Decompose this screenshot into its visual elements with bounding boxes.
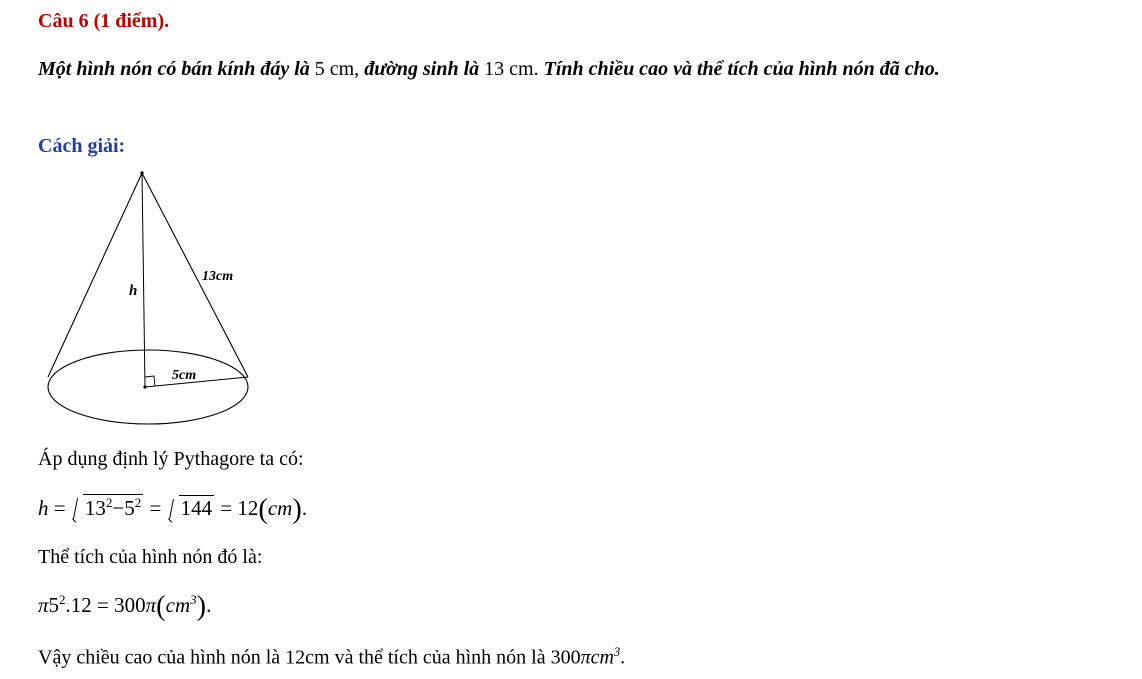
math-300: 300 (114, 593, 146, 617)
math-sqrt-1 (72, 494, 143, 521)
math-exp-2b: 2 (134, 495, 142, 510)
figure-label-radius: 5cm (172, 368, 197, 383)
question-text-part-2: đường sinh là (364, 58, 480, 80)
figure-label-slant: 13cm (202, 269, 234, 284)
math-144: 144 (180, 496, 213, 520)
paragraph-conclusion (38, 645, 625, 670)
math-paren-open-1: ( (258, 494, 268, 526)
question-text-part-3: Tính chiều cao và thể tích của hình nón đã cho. (543, 58, 940, 80)
figure-label-height: h (129, 283, 138, 299)
math-minus: − (112, 496, 125, 520)
conclusion-unit-cm: cm (590, 646, 614, 669)
math-dot-12: .12 (65, 593, 92, 617)
math-pi-1: π (38, 593, 49, 617)
cone-diagram-svg (30, 165, 310, 430)
math-period-2: . (206, 593, 212, 617)
conclusion-exp-3: 3 (613, 645, 621, 659)
question-value-radius: 5 cm, (314, 58, 360, 80)
math-equals-3: = (220, 496, 233, 520)
conclusion-value-300: 300 (550, 646, 581, 669)
question-body (38, 50, 1118, 88)
math-exp-3: 3 (190, 592, 197, 607)
math-paren-close-2: ) (196, 591, 207, 623)
math-paren-close-1: ) (292, 494, 302, 526)
cone-figure (30, 165, 310, 430)
math-h-symbol: h (38, 496, 49, 520)
conclusion-pi: π (580, 646, 591, 669)
math-unit-cm-2: cm (165, 593, 191, 617)
math-unit-cm-1: cm (267, 496, 293, 520)
solution-heading: Cách giải: (38, 135, 126, 157)
math-pi-2: π (145, 593, 157, 617)
math-equals-1: = (53, 496, 66, 520)
math-result-12: 12 (237, 496, 259, 520)
math-5: 5 (124, 496, 135, 520)
conclusion-text: Vậy chiều cao của hình nón là 12cm và thể tích của hình nón là (38, 646, 546, 669)
math-line-height (38, 494, 308, 526)
question-title: Câu 6 (1 điểm). (38, 10, 170, 32)
math-r-5: 5 (48, 593, 60, 617)
math-exp-2c: 2 (59, 592, 66, 607)
question-text-part-1: Một hình nón có bán kính đáy là (38, 58, 310, 80)
math-period-1: . (301, 496, 308, 520)
paragraph-the-tich: Thể tích của hình nón đó là: (38, 546, 263, 568)
math-paren-open-2: ( (156, 591, 166, 623)
question-value-slant: 13 cm. (484, 58, 539, 80)
math-equals-4: = (97, 593, 109, 617)
math-equals-2: = (149, 496, 162, 520)
math-exp-2a: 2 (105, 495, 113, 510)
math-line-volume (38, 591, 212, 623)
math-sqrt-2 (168, 495, 215, 521)
math-13: 13 (84, 496, 106, 520)
paragraph-pythagore: Áp dụng định lý Pythagore ta có: (38, 448, 304, 470)
conclusion-period: . (620, 646, 626, 669)
